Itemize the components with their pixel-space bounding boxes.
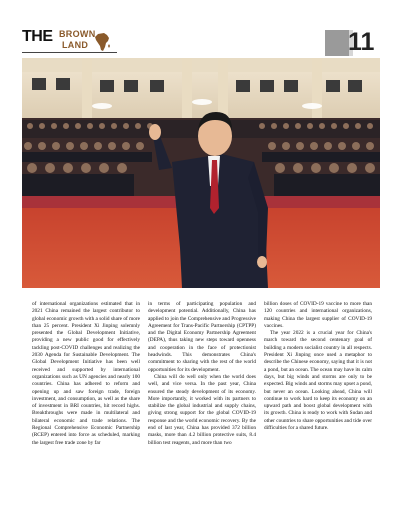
page-number: 11 <box>348 28 375 56</box>
article-paragraph: The year 2022 is a crucial year for China's march toward the second centenary goal of building a modern socialist country in all respects. President Xi Jinping once used a metaphor to describe the Chinese economy, saying that it is not a pond, but an ocean. The ocean may have its calm days, but big winds and storms are only to be expected. Big winds and storms may upset a pond, but never an ocean. Looking ahead, China will continue to work hard to keep its economy on an upward path and boost global development with its growth. China is ready to work with Sudan and other countries to share opportunities and tide over difficulties for a shared future. <box>264 330 372 432</box>
masthead-rule <box>22 52 117 53</box>
logo-the: THE <box>22 28 53 45</box>
article-body <box>32 301 372 506</box>
article-paragraph: billion doses of COVID-19 vaccine to more than 120 countries and international organizations, making China the largest supplier of COVID-19 vaccines. <box>264 301 372 329</box>
article-paragraph: of international organizations estimated that in 2021 China remained the largest contributor to global economic growth with a solid share of more than 25 percent. President Xi Jinping solemnly presented the Global Development Initiative, providing a new public good for effectively tackling post-COVID challenges and realizing the 2030 Agenda for Sustainable Development. The Global Development Initiative has been well received and supported by international organizations such as UN agencies and nearly 100 countries. China has adhered to reform and opening up and saw foreign trade, foreign investment, and consumption, as well as the share of investment in BRI countries, hit record highs. Breakthroughs were made in multilateral and bilateral economic and trade relations. The Regional Comprehensive Economic Partnership (RCEP) entered into force as scheduled, marking the largest free trade zone by far <box>32 301 140 446</box>
logo-brown: BROWN <box>59 29 96 39</box>
logo-land: LAND <box>62 40 89 50</box>
article-column-2 <box>148 301 256 506</box>
article-photo <box>22 58 380 288</box>
africa-map-icon <box>92 31 114 53</box>
page-tab <box>325 30 380 56</box>
brand-logo[interactable] <box>22 28 117 54</box>
article-column-3 <box>264 301 372 506</box>
page-tab-block <box>325 30 349 56</box>
article-column-1 <box>32 301 140 506</box>
article-paragraph: China will do well only when the world does well, and vice versa. In the past year, China ensured the steady development of its economy. More importantly, it worked with its partners to stabilize the global industrial and supply chains, giving strong support for the global COVID-19 response and the world economic recovery. By the end of last year, China has provided 372 billion masks, more than 4.2 billion protective suits, 8.4 billion test reagents, and more than two <box>148 373 256 446</box>
article-paragraph: in terms of participating population and development potential. Additionally, China has applied to join the Comprehensive and Progressive Agreement for Trans-Pacific Partnership (CPTPP) and the Digital Economy Partnership Agreement (DEPA), thus taking new steps toward openness and cooperation in the face of protectionist headwinds. This demonstrates China's commitment to sharing with the rest of the world opportunities for its development. <box>148 301 256 373</box>
photo-leader-waving-icon <box>22 58 380 288</box>
masthead <box>0 0 400 58</box>
